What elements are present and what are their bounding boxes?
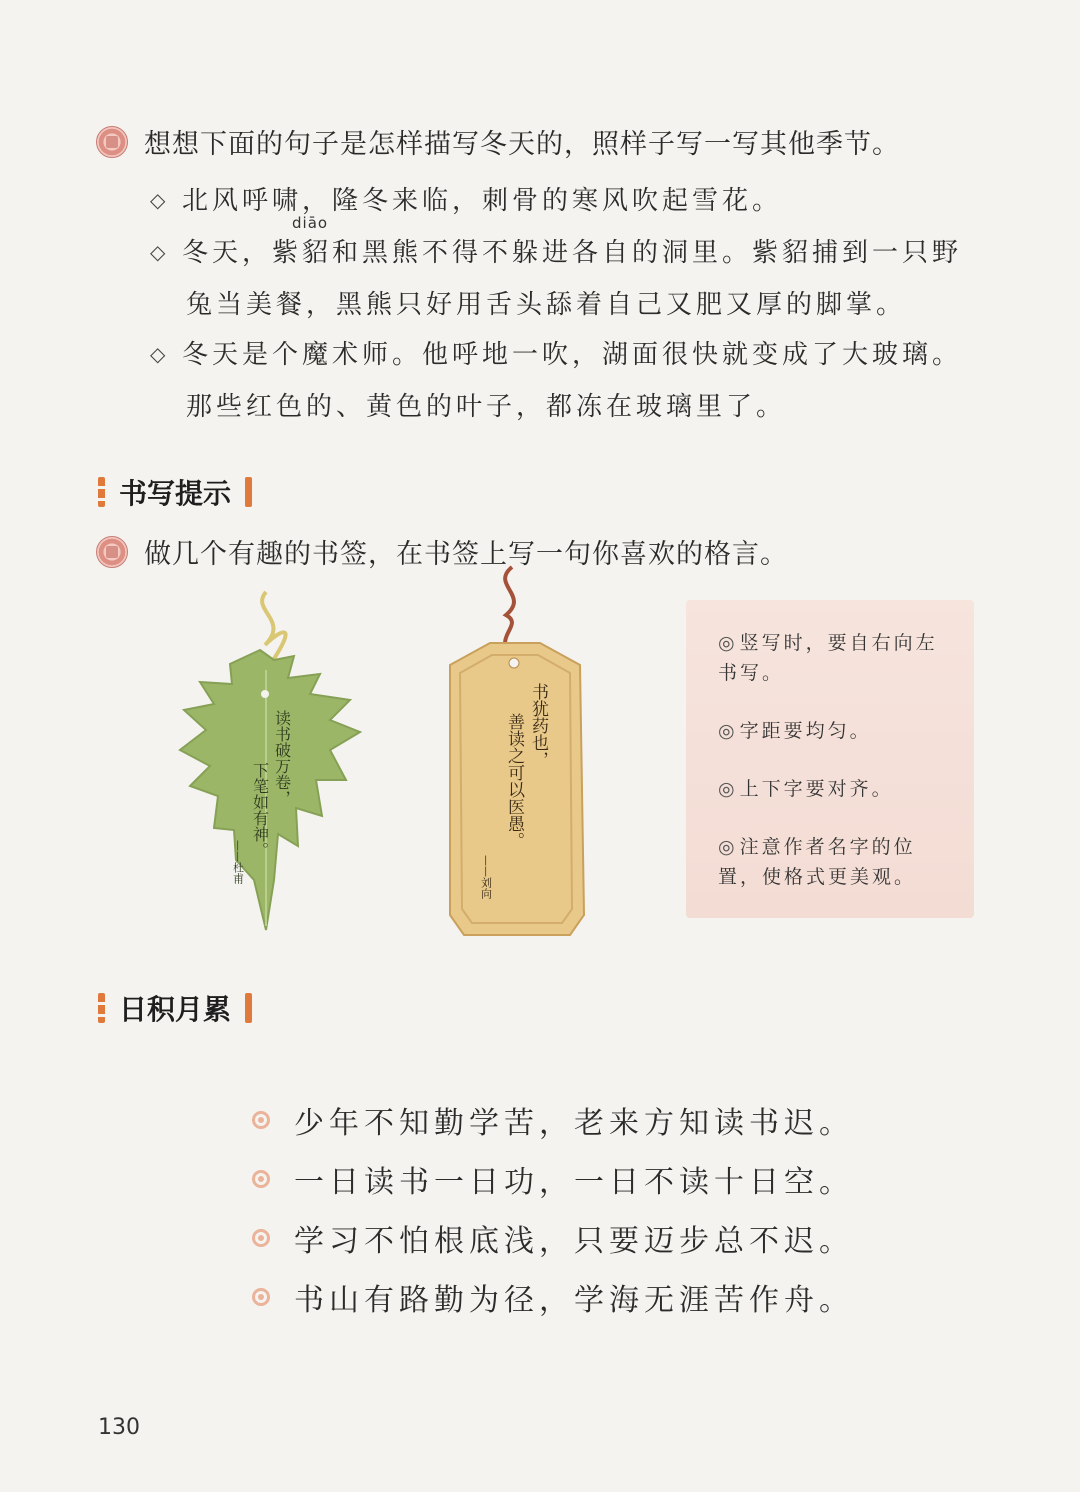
writing-tips-box [686, 600, 974, 918]
example-3-line-2: 那些红色的、黄色的叶子，都冻在玻璃里了。 [186, 392, 787, 422]
example-1-text: 北风呼啸，隆冬来临，刺骨的寒风吹起雪花。 [182, 186, 783, 216]
proverb-item [252, 1149, 854, 1208]
tip-item [718, 774, 958, 804]
leaf-author: ——杜甫 [231, 840, 245, 884]
bookmark-string [505, 567, 514, 655]
diamond-icon: ◇ [150, 188, 170, 212]
proverb-text: 少年不知勤学苦，老来方知读书迟。 [294, 1105, 854, 1141]
example-2-line-2: 兔当美餐，黑熊只好用舌头舔着自己又肥又厚的脚掌。 [186, 290, 907, 320]
tip-item [718, 628, 958, 688]
tip-text: 竖写时，要自右向左书写。 [718, 632, 938, 684]
ring-bullet-icon [252, 1111, 270, 1129]
section-bar-left [98, 477, 105, 507]
leaf-bookmark [170, 590, 370, 950]
section-header-accumulate [98, 988, 252, 1028]
section-title-writing: 书写提示 [119, 477, 232, 510]
proverb-item [252, 1208, 854, 1267]
page-number: 130 [98, 1415, 140, 1440]
wood-bookmark [420, 565, 610, 945]
tip-marker-icon: ◎ [718, 778, 738, 800]
tip-marker-icon: ◎ [718, 720, 738, 742]
section-bar-right [245, 993, 252, 1023]
example-2 [150, 226, 962, 331]
example-1 [150, 174, 782, 227]
diamond-icon: ◇ [150, 342, 170, 366]
section-bar-right [245, 477, 252, 507]
leaf-text-col-1: 读书破万卷， [272, 710, 292, 806]
section-title-accumulate: 日积月累 [119, 993, 232, 1026]
task-instruction-1 [96, 122, 900, 161]
tip-marker-icon: ◎ [718, 836, 738, 858]
example-2-line-1: 冬天，紫貂和黑熊不得不躲进各自的洞里。紫貂捕到一只野 [182, 238, 963, 268]
tip-item [718, 716, 958, 746]
bookmark-text-col-2: 善读之可以医愚。 [504, 713, 524, 849]
proverb-text: 书山有路勤为径，学海无涯苦作舟。 [294, 1282, 854, 1318]
task-text-1: 想想下面的句子是怎样描写冬天的，照样子写一写其他季节。 [144, 129, 900, 160]
section-bar-left [98, 993, 105, 1023]
section-header-writing [98, 472, 252, 512]
tip-text: 注意作者名字的位置，使格式更美观。 [718, 836, 917, 888]
example-3 [150, 328, 962, 433]
ring-bullet-icon [252, 1229, 270, 1247]
seal-icon [96, 536, 128, 568]
example-3-line-1: 冬天是个魔术师。他呼地一吹，湖面很快就变成了大玻璃。 [182, 340, 963, 370]
pinyin-annotation: diāo [292, 214, 329, 232]
task-text-2: 做几个有趣的书签，在书签上写一句你喜欢的格言。 [144, 539, 788, 570]
leaf-text-col-2: 下笔如有神。 [250, 762, 270, 858]
leaf-hole [261, 690, 269, 698]
tip-text: 上下字要对齐。 [739, 778, 894, 800]
bookmark-text-col-1: 书犹药也， [528, 683, 548, 768]
proverb-text: 学习不怕根底浅，只要迈步总不迟。 [294, 1223, 854, 1259]
bookmark-hole [509, 658, 519, 668]
proverb-text: 一日读书一日功，一日不读十日空。 [294, 1164, 854, 1200]
ring-bullet-icon [252, 1288, 270, 1306]
proverb-item [252, 1267, 854, 1326]
tip-text: 字距要均匀。 [739, 720, 872, 742]
leaf-shape [180, 650, 360, 930]
seal-icon [96, 126, 128, 158]
ring-bullet-icon [252, 1170, 270, 1188]
proverb-item [252, 1090, 854, 1149]
tip-marker-icon: ◎ [718, 632, 738, 654]
diamond-icon: ◇ [150, 240, 170, 264]
tip-item [718, 832, 958, 892]
bookmark-author: ——刘向 [479, 855, 493, 899]
proverb-list [252, 1090, 854, 1326]
